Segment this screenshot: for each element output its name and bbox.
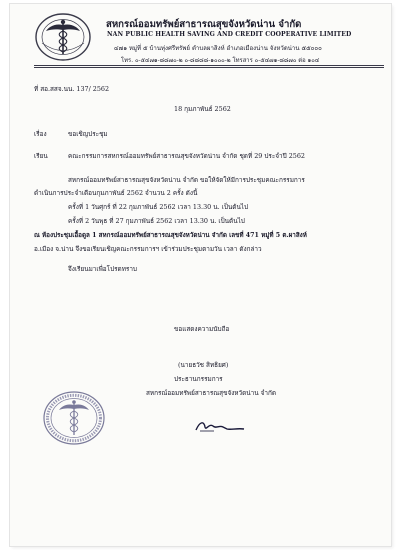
body-paragraph-line-1: สหกรณ์ออมทรัพย์สาธารณสุขจังหวัดน่าน จำกัด ขอให้จัดให้มีการประชุมคณะกรรมการ xyxy=(68,176,305,184)
header-divider xyxy=(34,65,384,66)
signer-organization: สหกรณ์ออมทรัพย์สาธารณสุขจังหวัดน่าน จำกัด xyxy=(146,389,276,397)
org-address: ๔๗๑ หมู่ที่ ๕ บ้านทุ่งศรีทรัพย์ ตำบลผาสิงห์ อำเภอเมืองน่าน จังหวัดน่าน ๕๕๐๐๐ xyxy=(114,45,322,52)
meeting-item-2: ครั้งที่ 2 วันพุธ ที่ 27 กุมภาพันธ์ 2562 เวลา 13.30 น. เป็นต้นไป xyxy=(68,217,245,225)
closing-line: จึงเรียนมาเพื่อโปรดทราบ xyxy=(68,265,137,273)
body-paragraph-line-2: ดำเนินการประจำเดือนกุมภาพันธ์ 2562 จำนวน 2 ครั้ง ดังนี้ xyxy=(34,189,198,197)
header-divider-thin xyxy=(34,67,384,68)
org-phone: โทร. ๐-๕๔๗๑-๘๘๗๐-๒ ๐-๘๘๘๘-๑๐๐๐-๒ โทรสาร ๐-๕๔๗๑-๘๘๗๐ ต่อ ๑๐๔ xyxy=(121,58,320,64)
signer-title: ประธานกรรมการ xyxy=(174,375,223,383)
org-name-english: NAN PUBLIC HEALTH SAVING AND CREDIT COOPERATIVE LIMITED xyxy=(107,31,352,38)
signer-name: (นายธวัช สิทธิยศ) xyxy=(178,361,229,369)
meeting-item-1: ครั้งที่ 1 วันศุกร์ ที่ 22 กุมภาพันธ์ 2562 เวลา 13.30 น. เป็นต้นไป xyxy=(68,203,249,211)
regards-line: ขอแสดงความนับถือ xyxy=(174,325,230,333)
handwritten-signature xyxy=(194,418,246,434)
caduceus-seal-logo xyxy=(34,12,92,62)
recipient-label: เรียน xyxy=(34,152,48,160)
venue-line-1: ณ ห้องประชุมเอื้อดูล 1 สหกรณ์ออมทรัพย์สาธารณสุขจังหวัดน่าน จำกัด เลขที่ 471 หมู่ที่ 5 ต.ผาสิงห์ xyxy=(34,232,307,239)
reference-number: ที่ สอ.สสจ.นน. 137/ 2562 xyxy=(34,85,110,93)
letter-page xyxy=(10,4,391,546)
subject-label: เรื่อง xyxy=(34,130,47,138)
org-name-thai: สหกรณ์ออมทรัพย์สาธารณสุขจังหวัดน่าน จำกัด xyxy=(106,19,302,30)
letter-date: 18 กุมภาพันธ์ 2562 xyxy=(174,105,231,113)
subject-text: ขอเชิญประชุม xyxy=(68,130,108,138)
cooperative-round-seal xyxy=(42,390,106,446)
recipient-text: คณะกรรมการสหกรณ์ออมทรัพย์สาธารณสุขจังหวัดน่าน จำกัด ชุดที่ 29 ประจำปี 2562 xyxy=(68,152,305,160)
venue-line-2: อ.เมือง จ.น่าน จึงขอเรียนเชิญคณะกรรมการฯ เข้าร่วมประชุมตามวัน เวลา ดังกล่าว xyxy=(34,245,262,253)
